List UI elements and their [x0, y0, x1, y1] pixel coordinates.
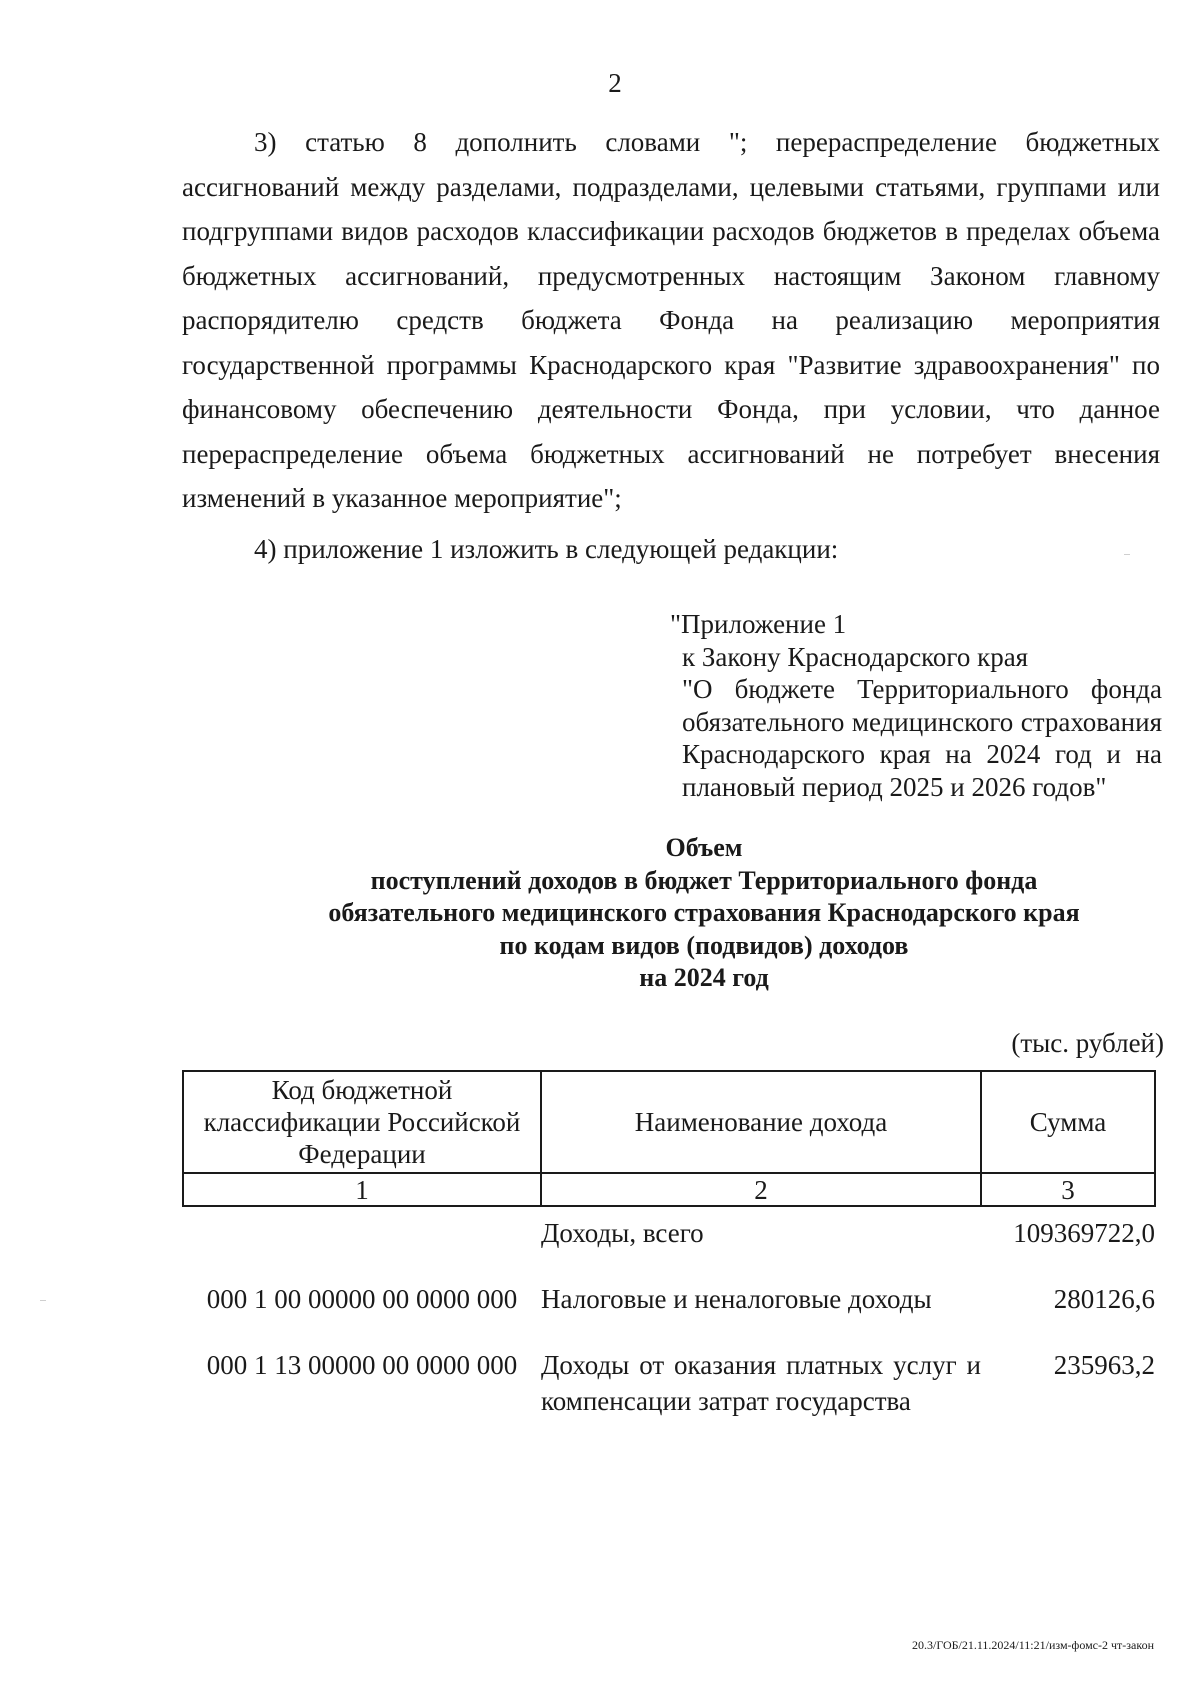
column-number-3: 3	[981, 1173, 1155, 1206]
column-number-2: 2	[541, 1173, 981, 1206]
appendix-title: "Приложение 1	[670, 609, 847, 639]
table-row	[183, 1337, 1155, 1419]
row-code: 000 1 00 00000 00 0000 000	[206, 1284, 518, 1314]
column-number-1: 1	[183, 1173, 541, 1206]
footer-stamp: 20.3/ГОБ/21.11.2024/11:21/изм-фомс-2 чт-закон	[911, 1638, 1154, 1652]
row-amount: 235963,2	[1053, 1350, 1155, 1380]
appendix-law-name: "О бюджете Территориального фонда обязательного медицинского страхования Краснодарского края на 2024 год и на плановый период 2025 и 2026 годов"	[682, 674, 1162, 802]
row-amount: 109369722,0	[1013, 1218, 1155, 1248]
table-row	[183, 1206, 1155, 1271]
header-amount: Сумма	[981, 1071, 1155, 1173]
title-line-2: поступлений доходов в бюджет Территориального фонда	[370, 865, 1038, 895]
appendix-header	[670, 608, 1162, 803]
paragraph-article-8: 3) статью 8 дополнить словами "; перераспределение бюджетных ассигнований между разделами, подразделами, целевыми статьями, группами или подгруппами видов расходов классификации расходов бюджетов в пределах объема бюджетных ассигнований, предусмотренных настоящим Законом главному распорядителю средств бюджета Фонда на реализацию мероприятия государственной программы Краснодарского края "Развитие здравоохранения" по финансовому обеспечению деятельности Фонда, при условии, что данное перераспределение объема бюджетных ассигнований не потребует внесения изменений в указанное мероприятие";	[182, 127, 1160, 513]
title-line-3: обязательного медицинского страхования Краснодарского края	[328, 898, 1080, 927]
row-name: Доходы, всего	[541, 1218, 704, 1248]
income-table	[182, 1070, 1156, 1419]
row-name: Доходы от оказания платных услуг и компенсации затрат государства	[541, 1350, 981, 1416]
row-amount: 280126,6	[1053, 1284, 1155, 1314]
header-name: Наименование дохода	[541, 1071, 981, 1173]
title-line-5: на 2024 год	[639, 963, 769, 992]
document-title	[182, 832, 1160, 995]
scan-artifact	[1124, 554, 1130, 555]
units-label: (тыс. рублей)	[1011, 1028, 1164, 1058]
row-code: 000 1 13 00000 00 0000 000	[206, 1350, 518, 1380]
paragraph-appendix-1: 4) приложение 1 изложить в следующей редакции:	[254, 533, 839, 564]
appendix-law-reference: к Закону Краснодарского края	[682, 641, 1029, 672]
page-number: 2	[608, 68, 622, 98]
table-row	[183, 1271, 1155, 1337]
title-line-4: по кодам видов (подвидов) доходов	[499, 930, 909, 960]
header-code: Код бюджетной классификации Российской Федерации	[183, 1071, 541, 1173]
amendment-text	[182, 120, 1160, 571]
row-name: Налоговые и неналоговые доходы	[541, 1284, 932, 1314]
row-code	[183, 1206, 541, 1271]
scan-artifact	[40, 1300, 46, 1301]
title-line-1: Объем	[665, 833, 743, 862]
